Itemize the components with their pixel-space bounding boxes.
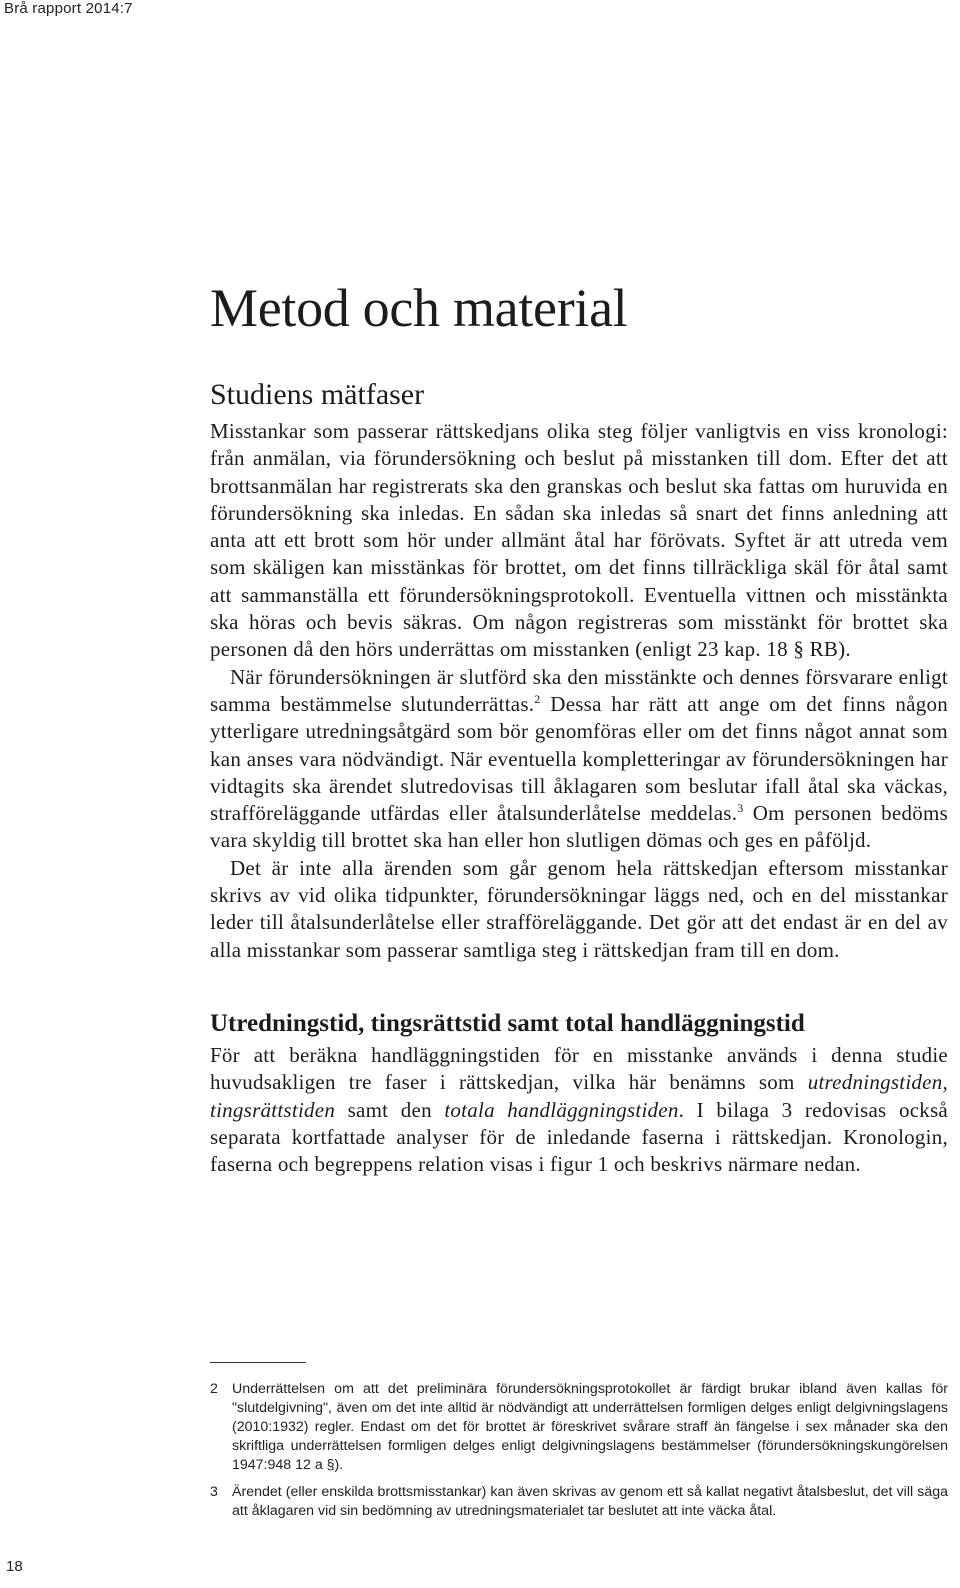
footnote-ref-3[interactable]: 3 xyxy=(737,801,744,816)
running-header: Brå rapport 2014:7 xyxy=(4,0,133,17)
paragraph-3-text: Det är inte alla ärenden som går genom hela rättskedjan eftersom misstankar skrivs av vid olika tidpunkter, förundersökningar läggs ned, och en del misstankar leder till åtalsunderlåtelse eller strafföreläggande. Det gör att det endast är en del av alla misstankar som passerar samtliga steg i rättskedjan fram till en dom. xyxy=(210,855,948,962)
section-heading-utredningstid: Utredningstid, tingsrättstid samt total handläggningstid xyxy=(210,1009,805,1037)
footnotes xyxy=(210,1380,948,1529)
footnote-ref-2[interactable]: 2 xyxy=(534,691,541,706)
footnote-2 xyxy=(210,1380,948,1475)
paragraph-4 xyxy=(210,1042,948,1178)
emphasis-total-time: totala handläggningstiden xyxy=(444,1097,679,1122)
paragraph-4-text-c: . I bilaga 3 redovisas också separata kortfattade analyser för de inledande faserna i rättskedjan. Kronologin, faserna och begreppens relation visas i figur 1 och beskrivs närmare nedan. xyxy=(210,1097,949,1177)
paragraph-1-text: Misstankar som passerar rättskedjans olika steg följer vanligtvis en viss kronologi: från anmälan, via förundersökning och beslut på misstanken till dom. Efter det att brottsanmälan har registrerats ska den granskas och beslut ska fattas om huruvida en förundersökning ska inledas. En sådan ska inledas så snart det finns anledning att anta att ett brott som hör under allmänt åtal har förövats. Syftet är att utreda vem som skäligen kan misstänkas för brottet, om det finns tillräckliga skäl för åtal samt att sammanställa ett förundersökningsprotokoll. Eventuella vittnen och misstänkta ska höras och bevis säkras. Om någon registreras som misstänkt för brottet ska personen då den hörs underrättas om misstanken (enligt 23 kap. 18 § RB). xyxy=(210,419,948,662)
section-spacer xyxy=(210,964,948,1008)
paragraph-2-text-a: När förundersökningen är slutförd ska den misstänkte och dennes försvarare enligt samma bestämmelse slutunderrättas. xyxy=(210,664,948,716)
section-heading-studiens-matfaser: Studiens mätfaser xyxy=(210,378,425,411)
paragraph-2-text-b: Dessa har rätt att ange om det finns någon ytterligare utredningsåtgärd som bör genomföras eller om det finns något annat som kan anses vara nödvändigt. När eventuella kompletteringar av förundersökningen har vidtagits ska ärendet slutredovisas till åklagaren som beslutar ifall åtal ska väckas, strafföreläggande utfärdas eller åtalsunderlåtelse meddelas. xyxy=(210,691,948,826)
footnote-divider xyxy=(210,1362,306,1363)
footnote-text: Underrättelsen om att det preliminära förundersökningsprotokollet är färdigt brukar ibland även kallas för "slutdelgivning", även om det inte alltid är nödvändigt att underrättelsen formligen delges enligt delgivningslagens (2010:1932) regler. Endast om det för brottet är föreskrivet svårare straff än fängelse i sex månader ska den skriftliga underrättelsen formligen delges enligt delgivningslagens bestämmelser (förundersökningskungörelsen 1947:948 12 a §). xyxy=(232,1381,948,1473)
chapter-title: Metod och material xyxy=(210,278,628,338)
paragraph-2 xyxy=(210,664,948,855)
paragraph-3 xyxy=(210,855,948,964)
main-content xyxy=(210,276,948,1178)
emphasis-phases: utredningstiden, tingsrättstiden xyxy=(210,1070,948,1122)
paragraph-2-text-c: Om personen bedöms vara skyldig till brottet ska han eller hon slutligen dömas och ges en påföljd. xyxy=(210,801,949,853)
footnote-number: 2 xyxy=(210,1381,218,1397)
footnote-text: Ärendet (eller enskilda brottsmisstankar) kan även skrivas av genom ett så kallat negativt åtalsbeslut, det vill säga att åklagaren vid sin bedömning av utredningsmaterialet tar beslutet att inte väcka åtal. xyxy=(232,1484,948,1519)
page-number: 18 xyxy=(6,1558,23,1575)
paragraph-1 xyxy=(210,418,948,664)
footnote-number: 3 xyxy=(210,1484,218,1500)
paragraph-4-text-b: samt den xyxy=(335,1097,445,1122)
paragraph-4-text-a: För att beräkna handläggningstiden för en misstanke används i denna studie huvudsakligen tre faser i rättskedjan, vilka här benämns som xyxy=(210,1042,948,1095)
footnote-3 xyxy=(210,1483,948,1521)
